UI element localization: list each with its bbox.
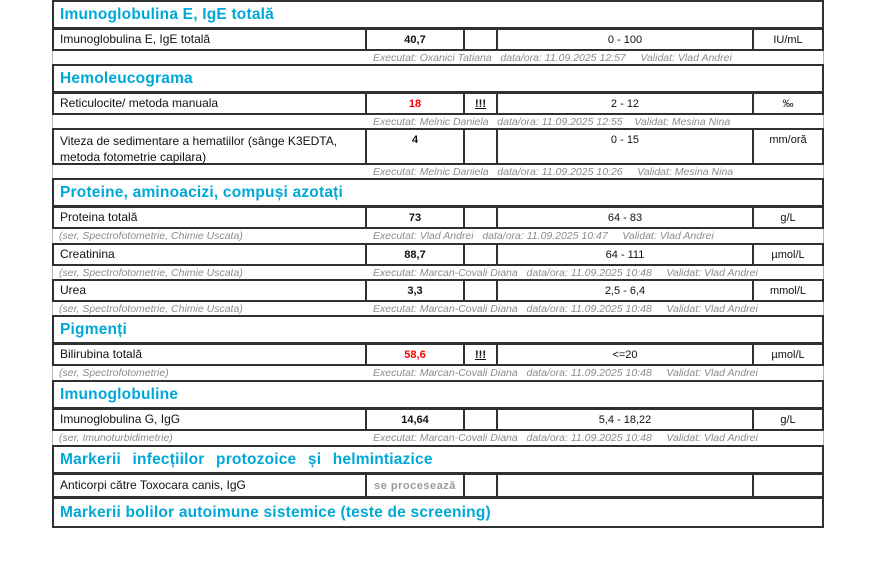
result-value-cell: 58,6 [367, 345, 465, 364]
annotation-row [52, 164, 824, 179]
flag-cell [465, 475, 498, 496]
result-row [52, 343, 824, 366]
unit-cell: ‰ [782, 97, 794, 110]
reference-range-cell: 2,5 - 6,4 [498, 281, 754, 300]
unit-cell: µmol/L [771, 248, 805, 261]
method-note: (ser, Spectrofotometrie, Chimie Uscata) [59, 266, 243, 279]
section-header-row [52, 445, 824, 474]
flag-cell [465, 208, 498, 227]
flag-cell [465, 245, 498, 264]
result-value-cell: se procesează [367, 475, 465, 496]
result-row [52, 92, 824, 115]
annotation-row [52, 50, 824, 65]
execution-note: Executat: Marcan-Covali Diana data/ora: 11.09.2025 10:48 Validat: Vlad Andrei [373, 266, 758, 279]
execution-note: Executat: Marcan-Covali Diana data/ora: 11.09.2025 10:48 Validat: Vlad Andrei [373, 432, 758, 444]
result-row [52, 28, 824, 51]
result-value-cell: 18 [367, 94, 465, 113]
execution-note: Executat: Melnic Daniela data/ora: 11.09.2025 12:55 Validat: Mesina Nina [373, 115, 731, 128]
reference-range-cell: 64 - 83 [498, 208, 754, 227]
method-note: (ser, Spectrofotometrie, Chimie Uscata) [59, 302, 243, 315]
reference-range-cell: <=20 [498, 345, 754, 364]
reference-range-cell: 5,4 - 18,22 [498, 410, 754, 429]
result-row [52, 243, 824, 266]
test-name-cell: Creatinina [54, 245, 367, 264]
section-header-row [52, 178, 824, 207]
test-name-cell: Anticorpi către Toxocara canis, IgG [54, 475, 367, 496]
section-title: Imunoglobulina E, IgE totală [60, 5, 274, 23]
method-note: (ser, Spectrofotometrie) [59, 367, 169, 379]
section-title: Markerii bolilor autoimune sistemice (teste de screening) [60, 503, 491, 521]
unit-cell [754, 475, 822, 496]
result-row [52, 408, 824, 431]
section-title: Pigmenți [60, 320, 128, 338]
annotation-row [52, 365, 824, 381]
flag-cell [465, 30, 498, 49]
annotation-row [52, 228, 824, 244]
unit-cell: mm/oră [769, 134, 807, 146]
result-value-cell: 88,7 [367, 245, 465, 264]
test-name-cell: Proteina totală [54, 208, 367, 227]
result-value-cell: 4 [367, 130, 465, 163]
execution-note: Executat: Marcan-Covali Diana data/ora: 11.09.2025 10:48 Validat: Vlad Andrei [373, 367, 758, 379]
test-name-cell: Reticulocite/ metoda manuala [54, 94, 367, 113]
unit-cell: g/L [780, 413, 796, 426]
reference-range-cell [498, 475, 754, 496]
annotation-row [52, 301, 824, 316]
method-note: (ser, Imunoturbidimetrie) [59, 432, 173, 444]
test-name-cell: Viteza de sedimentare a hematiilor (sânge K3EDTA, metoda fotometrie capilara) [54, 130, 367, 163]
execution-note: Executat: Vlad Andrei data/ora: 11.09.2025 10:47 Validat: Vlad Andrei [373, 230, 714, 242]
section-header-row [52, 497, 824, 528]
execution-note: Executat: Oxanici Tatiana data/ora: 11.09.2025 12:57 Validat: Vlad Andrei [373, 51, 732, 64]
annotation-row [52, 430, 824, 446]
flag-cell [465, 281, 498, 300]
unit-cell: g/L [780, 211, 796, 224]
section-title: Imunoglobuline [60, 385, 179, 403]
section-header-row [52, 64, 824, 93]
section-header-row [52, 315, 824, 344]
section-title: Markerii infecțiilor protozoice și helmintiazice [60, 450, 433, 468]
result-row [52, 279, 824, 302]
result-row [52, 206, 824, 229]
flag-cell: !!! [465, 345, 498, 364]
section-title: Hemoleucograma [60, 69, 193, 87]
flag-cell [465, 130, 498, 163]
flag-cell: !!! [465, 94, 498, 113]
test-name-cell: Imunoglobulina E, IgE totală [54, 30, 367, 49]
result-value-cell: 40,7 [367, 30, 465, 49]
unit-cell: µmol/L [771, 348, 805, 361]
annotation-row [52, 265, 824, 280]
result-row [52, 473, 824, 498]
reference-range-cell: 64 - 111 [498, 245, 754, 264]
section-title: Proteine, aminoacizi, compuși azotați [60, 183, 344, 201]
reference-range-cell: 0 - 15 [498, 130, 754, 163]
section-header-row [52, 0, 824, 29]
reference-range-cell: 2 - 12 [498, 94, 754, 113]
section-header-row [52, 380, 824, 409]
result-value-cell: 73 [367, 208, 465, 227]
test-name-cell: Imunoglobulina G, IgG [54, 410, 367, 429]
lab-results-table [52, 0, 824, 528]
result-value-cell: 3,3 [367, 281, 465, 300]
result-value-cell: 14,64 [367, 410, 465, 429]
execution-note: Executat: Melnic Daniela data/ora: 11.09.2025 10:26 Validat: Mesina Nina [373, 165, 734, 178]
unit-cell: mmol/L [769, 284, 807, 297]
result-row [52, 128, 824, 165]
flag-cell [465, 410, 498, 429]
reference-range-cell: 0 - 100 [498, 30, 754, 49]
method-note: (ser, Spectrofotometrie, Chimie Uscata) [59, 230, 243, 242]
unit-cell: IU/mL [773, 33, 803, 46]
test-name-cell: Urea [54, 281, 367, 300]
annotation-row [52, 114, 824, 129]
execution-note: Executat: Marcan-Covali Diana data/ora: 11.09.2025 10:48 Validat: Vlad Andrei [373, 302, 758, 315]
test-name-cell: Bilirubina totală [54, 345, 367, 364]
